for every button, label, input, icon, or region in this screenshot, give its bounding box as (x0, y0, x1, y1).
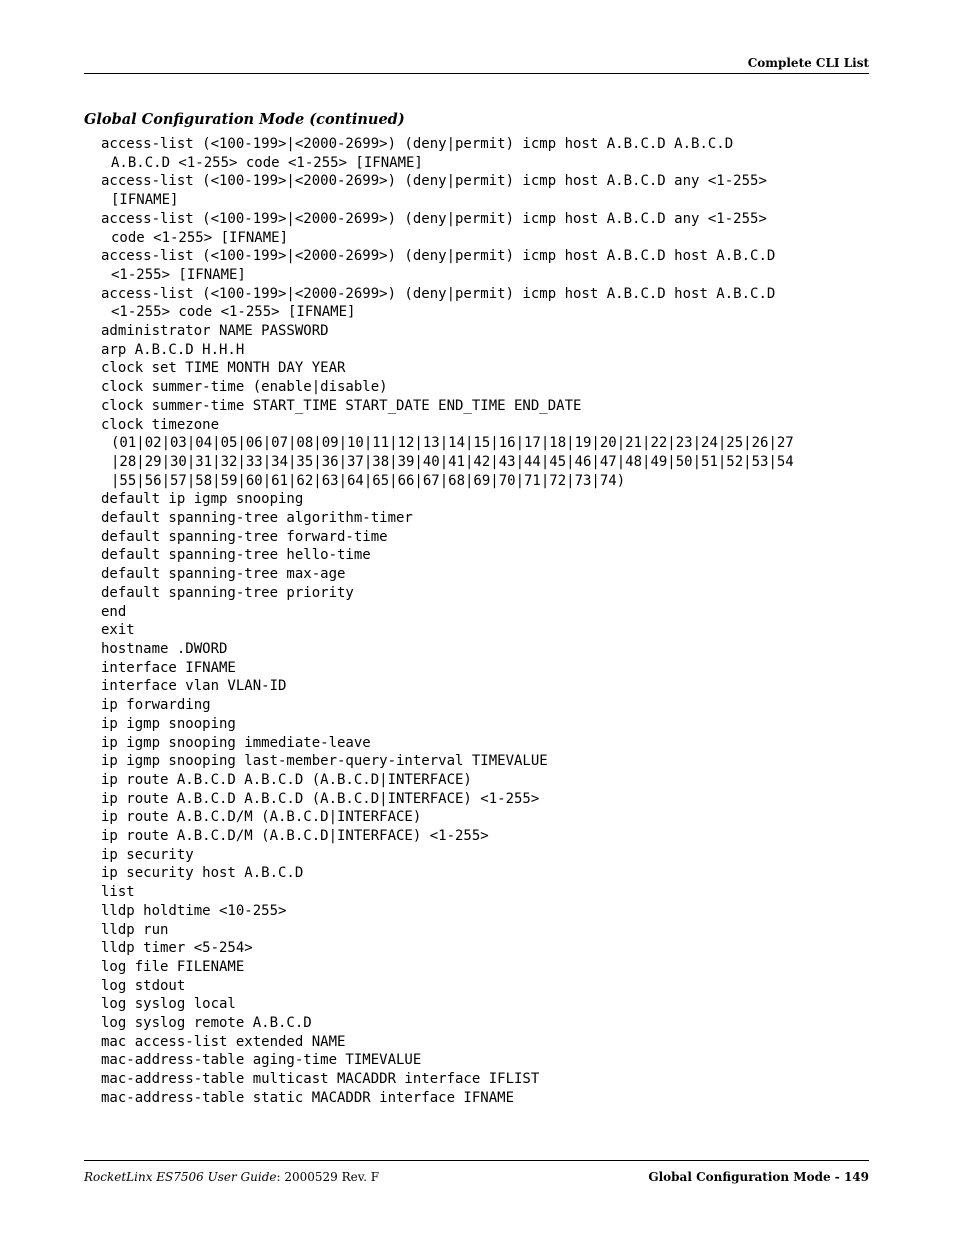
command-text: default spanning-tree algorithm-timer (101, 510, 413, 527)
command-entry (101, 397, 881, 416)
command-text: default spanning-tree forward-time (101, 528, 388, 545)
command-text: log stdout (101, 977, 186, 994)
command-text: ip route A.B.C.D A.B.C.D (A.B.C.D|INTERFACE) (101, 771, 472, 788)
command-text: ip route A.B.C.D/M (A.B.C.D|INTERFACE) (101, 809, 422, 826)
command-text: lldp holdtime <10-255> (101, 902, 287, 919)
command-text: default spanning-tree hello-time (101, 547, 371, 564)
command-text: ip igmp snooping (101, 715, 236, 732)
command-entry (101, 359, 881, 378)
command-text: ip security (101, 846, 194, 863)
command-text: ip route A.B.C.D A.B.C.D (A.B.C.D|INTERFACE) <1-255> (101, 790, 540, 807)
command-entry (101, 696, 881, 715)
command-text: mac access-list extended NAME (101, 1033, 346, 1050)
command-entry (101, 640, 881, 659)
command-text: ip igmp snooping immediate-leave (101, 734, 371, 751)
running-header-title: Complete CLI List (747, 56, 869, 70)
command-text: log file FILENAME (101, 958, 245, 975)
command-entry (101, 210, 881, 247)
command-entry (101, 921, 881, 940)
command-text: lldp run (101, 921, 169, 938)
command-continuation: A.B.C.D <1-255> code <1-255> [IFNAME] (111, 154, 423, 171)
command-list (101, 135, 881, 1108)
command-text: access-list (<100-199>|<2000-2699>) (deny|permit) icmp host A.B.C.D host A.B.C.D (101, 285, 776, 302)
section-heading: Global Configuration Mode (continued) (84, 111, 405, 128)
command-text: access-list (<100-199>|<2000-2699>) (deny|permit) icmp host A.B.C.D any <1-255> (101, 210, 767, 227)
command-continuation: |55|56|57|58|59|60|61|62|63|64|65|66|67|68|69|70|71|72|73|74) (111, 472, 626, 489)
command-text: access-list (<100-199>|<2000-2699>) (deny|permit) icmp host A.B.C.D any <1-255> (101, 173, 767, 190)
command-entry (101, 509, 881, 528)
command-text: access-list (<100-199>|<2000-2699>) (deny|permit) icmp host A.B.C.D host A.B.C.D (101, 248, 776, 265)
footer-page-label: Global Configuration Mode - 149 (648, 1170, 869, 1184)
footer-rule (84, 1160, 869, 1161)
command-entry (101, 902, 881, 921)
command-continuation: |28|29|30|31|32|33|34|35|36|37|38|39|40|41|42|43|44|45|46|47|48|49|50|51|52|53|54 (111, 453, 794, 470)
footer-document-info (84, 1170, 379, 1184)
command-continuation: code <1-255> [IFNAME] (111, 229, 289, 246)
command-entry (101, 546, 881, 565)
command-text: clock timezone (101, 416, 220, 433)
command-text: mac-address-table multicast MACADDR interface IFLIST (101, 1071, 540, 1088)
command-text: ip route A.B.C.D/M (A.B.C.D|INTERFACE) <1-255> (101, 828, 489, 845)
command-entry (101, 603, 881, 622)
command-text: default spanning-tree max-age (101, 566, 346, 583)
footer-document-number: : 2000529 Rev. F (276, 1170, 380, 1184)
command-text: access-list (<100-199>|<2000-2699>) (deny|permit) icmp host A.B.C.D A.B.C.D (101, 136, 734, 152)
command-entry (101, 883, 881, 902)
command-text: exit (101, 622, 135, 639)
command-text: mac-address-table aging-time TIMEVALUE (101, 1052, 422, 1069)
command-continuation: <1-255> [IFNAME] (111, 266, 246, 283)
command-entry (101, 715, 881, 734)
command-entry (101, 790, 881, 809)
command-entry (101, 172, 881, 209)
command-entry (101, 827, 881, 846)
command-text: clock summer-time START_TIME START_DATE END_TIME END_DATE (101, 397, 582, 414)
command-entry (101, 1033, 881, 1052)
command-entry (101, 752, 881, 771)
command-entry (101, 995, 881, 1014)
command-entry (101, 1070, 881, 1089)
command-entry (101, 939, 881, 958)
command-entry (101, 1089, 881, 1108)
command-text: list (101, 884, 135, 901)
command-entry (101, 864, 881, 883)
command-text: interface vlan VLAN-ID (101, 678, 287, 695)
command-text: ip forwarding (101, 697, 211, 714)
command-entry (101, 1051, 881, 1070)
command-entry (101, 659, 881, 678)
command-text: interface IFNAME (101, 659, 236, 676)
command-entry (101, 416, 881, 491)
command-entry (101, 285, 881, 322)
command-entry (101, 771, 881, 790)
command-entry (101, 846, 881, 865)
command-entry (101, 808, 881, 827)
command-entry (101, 565, 881, 584)
command-text: end (101, 603, 127, 620)
command-text: hostname .DWORD (101, 640, 228, 657)
command-entry (101, 378, 881, 397)
command-entry (101, 135, 881, 172)
command-text: lldp timer <5-254> (101, 940, 253, 957)
command-continuation: (01|02|03|04|05|06|07|08|09|10|11|12|13|14|15|16|17|18|19|20|21|22|23|24|25|26|27 (111, 435, 794, 452)
command-text: default spanning-tree priority (101, 584, 354, 601)
command-text: administrator NAME PASSWORD (101, 323, 329, 340)
command-continuation: <1-255> code <1-255> [IFNAME] (111, 304, 356, 321)
command-text: ip security host A.B.C.D (101, 865, 304, 882)
command-entry (101, 734, 881, 753)
command-entry (101, 977, 881, 996)
command-continuation: [IFNAME] (111, 192, 179, 209)
command-entry (101, 958, 881, 977)
command-entry (101, 584, 881, 603)
footer-product-name: RocketLinx ES7506 User Guide (84, 1170, 277, 1184)
command-text: log syslog remote A.B.C.D (101, 1015, 312, 1032)
command-text: ip igmp snooping last-member-query-interval TIMEVALUE (101, 753, 548, 770)
command-entry (101, 1014, 881, 1033)
command-text: arp A.B.C.D H.H.H (101, 341, 245, 358)
command-text: clock set TIME MONTH DAY YEAR (101, 360, 346, 377)
command-text: default ip igmp snooping (101, 491, 304, 508)
command-entry (101, 621, 881, 640)
command-entry (101, 528, 881, 547)
command-entry (101, 322, 881, 341)
command-text: log syslog local (101, 996, 236, 1013)
command-entry (101, 341, 881, 360)
command-entry (101, 490, 881, 509)
command-text: mac-address-table static MACADDR interface IFNAME (101, 1089, 515, 1106)
command-entry (101, 247, 881, 284)
header-rule (84, 73, 869, 74)
command-entry (101, 677, 881, 696)
command-text: clock summer-time (enable|disable) (101, 379, 388, 396)
